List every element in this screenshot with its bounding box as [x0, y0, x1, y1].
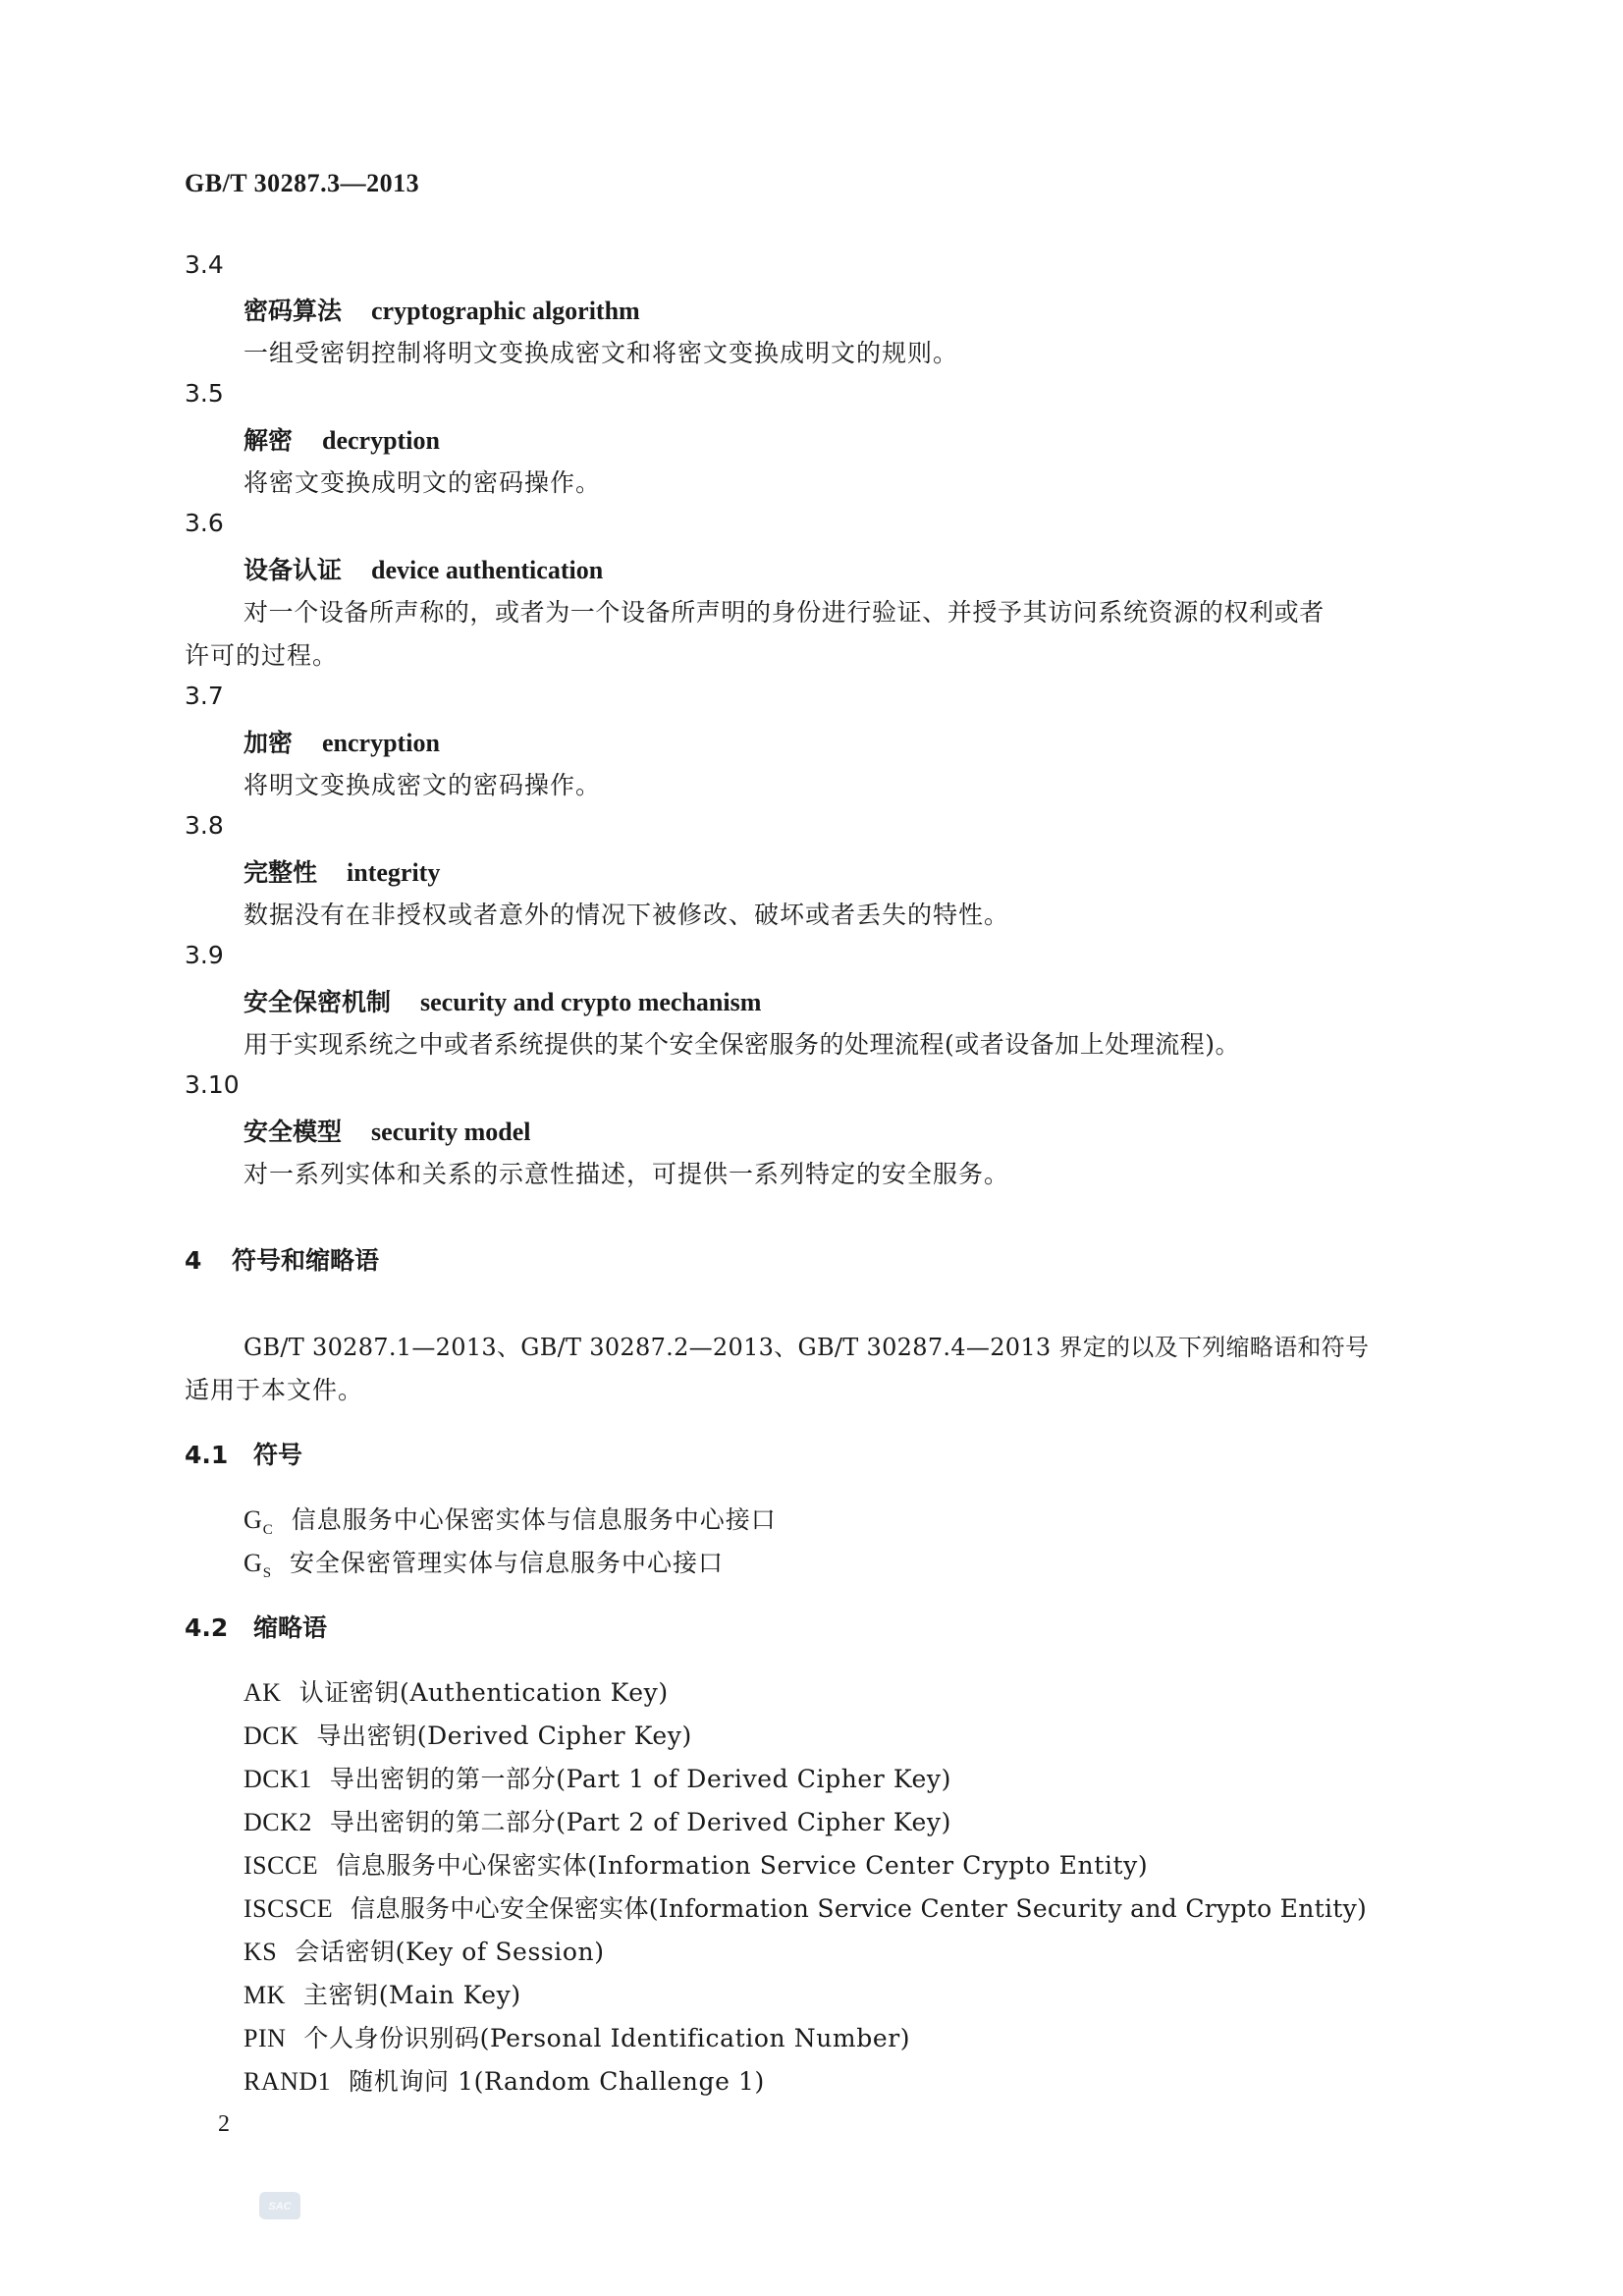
abbreviation-item [243, 1803, 951, 1838]
abbreviation-description: 导出密钥的第一部分(Part 1 of Derived Cipher Key) [329, 1765, 951, 1793]
section-title: 符号 [253, 1441, 303, 1469]
section-number: 4.1 [185, 1441, 229, 1469]
abbreviation-description: 会话密钥(Key of Session) [295, 1938, 605, 1966]
abbreviation-item [243, 1933, 605, 1968]
term-title [243, 551, 603, 586]
symbol-code: $G_C$ [243, 1505, 274, 1539]
abbreviation-code: MK [243, 1981, 286, 2009]
term-en: decryption [322, 426, 440, 455]
term-zh: 解密 [243, 426, 294, 455]
term-en: cryptographic algorithm [371, 297, 640, 325]
term-title [243, 292, 640, 327]
symbol-description: 安全保密管理实体与信息服务中心接口 [290, 1549, 725, 1577]
section-heading-4 [185, 1241, 379, 1277]
term-title [243, 983, 761, 1018]
term-zh: 安全模型 [243, 1118, 343, 1146]
abbreviation-code: ISCCE [243, 1851, 319, 1880]
section-heading-4-1 [185, 1436, 302, 1471]
term-number: 3.10 [185, 1070, 240, 1099]
symbol-code: $G_S$ [243, 1549, 273, 1582]
term-en: device authentication [371, 556, 604, 584]
term-definition: 用于实现系统之中或者系统提供的某个安全保密服务的处理流程(或者设备加上处理流程)。 [243, 1030, 1241, 1059]
term-number: 3.8 [185, 811, 224, 840]
term-title [243, 421, 440, 457]
sac-logo-icon [257, 2188, 302, 2223]
term-number: 3.6 [185, 509, 224, 537]
term-zh: 安全保密机制 [243, 988, 392, 1016]
term-number: 3.7 [185, 682, 224, 710]
section-number: 4 [185, 1246, 202, 1275]
abbreviation-description: 随机询问 1(Random Challenge 1) [349, 2067, 765, 2096]
abbreviation-code: KS [243, 1938, 278, 1966]
page-number: 2 [218, 2111, 230, 2137]
abbreviation-description: 信息服务中心安全保密实体(Information Service Center Security and Crypto Entity) [351, 1894, 1368, 1923]
abbreviation-item [243, 1889, 1367, 1925]
term-zh: 密码算法 [243, 297, 343, 325]
abbreviation-code: ISCSCE [243, 1894, 334, 1923]
term-definition: 对一个设备所声称的，或者为一个设备所声明的身份进行验证、并授予其访问系统资源的权利或者 [243, 598, 1325, 627]
abbreviation-code: RAND1 [243, 2067, 332, 2096]
term-en: encryption [322, 729, 440, 757]
abbreviation-description: 导出密钥(Derived Cipher Key) [316, 1722, 692, 1750]
section-title: 符号和缩略语 [232, 1246, 380, 1275]
term-definition: 数据没有在非授权或者意外的情况下被修改、破坏或者丢失的特性。 [243, 901, 1010, 929]
abbreviation-item [243, 2019, 910, 2054]
term-number: 3.9 [185, 941, 224, 969]
term-title [243, 853, 440, 889]
abbreviation-item [243, 1846, 1148, 1882]
term-title [243, 724, 440, 759]
abbreviation-item [243, 1976, 521, 2011]
term-en: security and crypto mechanism [420, 988, 762, 1016]
section-intro: GB/T 30287.1—2013、GB/T 30287.2—2013、GB/T 30287.4—2013 界定的以及下列缩略语和符号 [243, 1334, 1370, 1361]
term-zh: 加密 [243, 729, 294, 757]
abbreviation-description: 认证密钥(Authentication Key) [298, 1678, 669, 1707]
section-title: 缩略语 [253, 1613, 328, 1642]
term-en: security model [371, 1118, 531, 1146]
abbreviation-code: AK [243, 1678, 282, 1707]
section-heading-4-2 [185, 1609, 327, 1644]
term-title [243, 1113, 530, 1148]
abbreviation-item [243, 1760, 951, 1795]
abbreviation-item [243, 1673, 669, 1709]
term-definition-continued: 许可的过程。 [185, 641, 339, 670]
abbreviation-code: DCK [243, 1722, 299, 1750]
term-definition: 将明文变换成密文的密码操作。 [243, 771, 602, 799]
section-intro-continued: 适用于本文件。 [185, 1376, 364, 1404]
symbol-item [243, 1544, 724, 1582]
symbol-description: 信息服务中心保密实体与信息服务中心接口 [291, 1505, 777, 1534]
abbreviation-code: DCK1 [243, 1765, 312, 1793]
term-number: 3.4 [185, 250, 224, 279]
abbreviation-description: 信息服务中心保密实体(Information Service Center Crypto Entity) [336, 1851, 1149, 1880]
term-zh: 完整性 [243, 858, 318, 887]
svg-text:SAC: SAC [268, 2201, 292, 2213]
abbreviation-description: 个人身份识别码(Personal Identification Number) [303, 2024, 911, 2052]
term-definition: 将密文变换成明文的密码操作。 [243, 468, 602, 497]
abbreviation-description: 导出密钥的第二部分(Part 2 of Derived Cipher Key) [329, 1808, 951, 1836]
abbreviation-code: DCK2 [243, 1808, 312, 1836]
abbreviation-description: 主密钥(Main Key) [302, 1981, 521, 2009]
term-definition: 对一系列实体和关系的示意性描述，可提供一系列特定的安全服务。 [243, 1160, 1010, 1188]
term-zh: 设备认证 [243, 556, 343, 584]
standard-number-header: GB/T 30287.3—2013 [185, 169, 420, 197]
abbreviation-item [243, 2062, 765, 2098]
abbreviation-item [243, 1717, 692, 1752]
section-number: 4.2 [185, 1613, 229, 1642]
term-number: 3.5 [185, 379, 224, 408]
symbol-item [243, 1501, 777, 1539]
abbreviation-code: PIN [243, 2024, 287, 2052]
term-en: integrity [347, 858, 441, 887]
term-definition: 一组受密钥控制将明文变换成密文和将密文变换成明文的规则。 [243, 339, 959, 367]
